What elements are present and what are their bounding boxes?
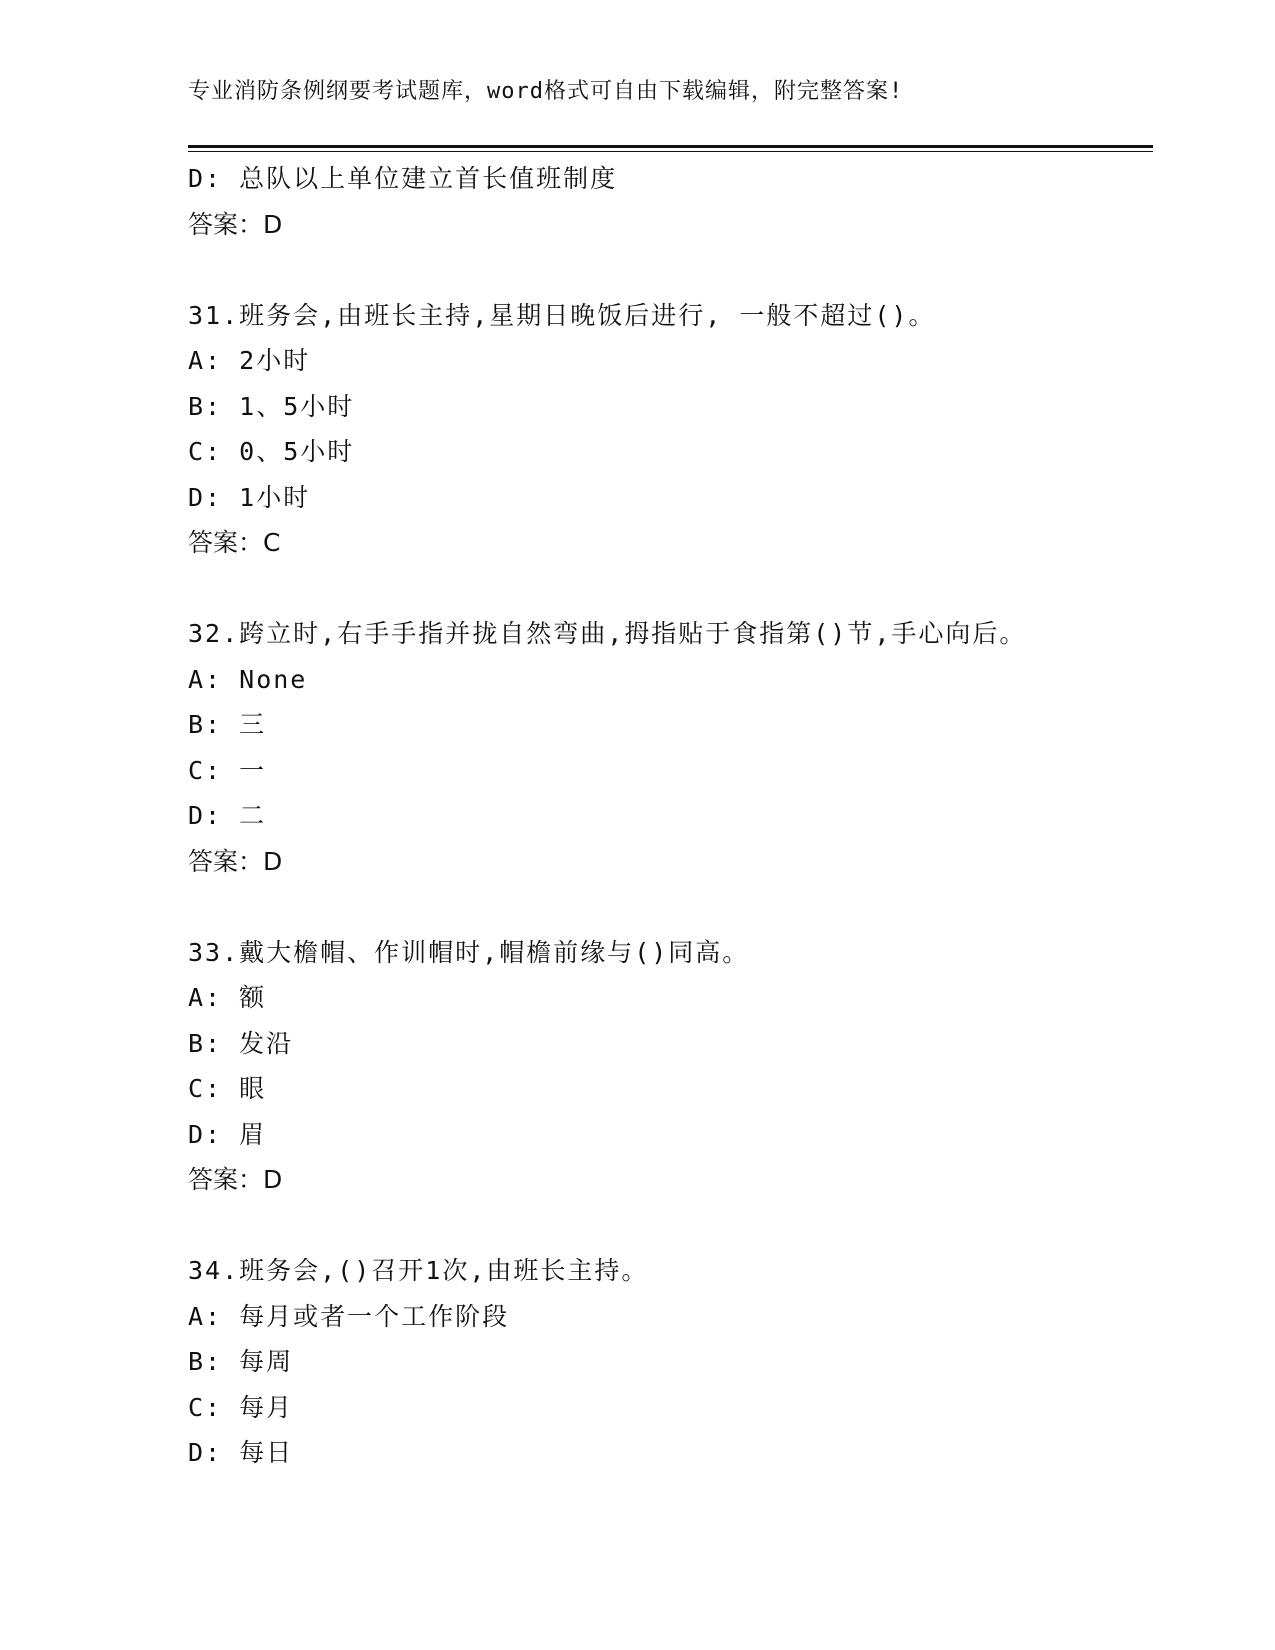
answer-line: 答案：D [188,846,283,876]
option-c: C: 每月 [188,1392,294,1422]
option-d: D: 每日 [188,1438,294,1467]
option-a: A: 每月或者一个工作阶段 [188,1301,510,1331]
option-a: A: 额 [188,983,267,1012]
option-c: C: 一 [188,755,267,785]
spacer [188,566,1153,612]
option-d: D: 1小时 [188,482,311,512]
answer-line: 答案：C [188,528,281,557]
question-block-34 [188,1248,1153,1476]
option-b: B: 发沿 [188,1028,294,1058]
option-c: C: 0、5小时 [188,437,355,466]
document-body [188,156,1153,1476]
answer-line: 答案：D [188,209,283,239]
option-b: B: 1、5小时 [188,391,355,421]
question-stem: 33.戴大檐帽、作训帽时,帽檐前缘与()同高。 [188,937,750,967]
option-c: C: 眼 [188,1074,267,1103]
header-rule-thick [188,145,1153,148]
spacer [188,884,1153,930]
question-block-33 [188,930,1153,1203]
page-header: 专业消防条例纲要考试题库，word格式可自由下载编辑，附完整答案! [188,79,904,104]
header-rule-thin [188,151,1153,152]
question-block-31 [188,293,1153,566]
answer-line: 答案：D [188,1165,283,1194]
question-stem: 34.班务会,()召开1次,由班长主持。 [188,1256,649,1285]
question-stem: 31.班务会,由班长主持,星期日晚饭后进行, 一般不超过()。 [188,300,936,330]
spacer [188,1203,1153,1249]
question-stem: 32.跨立时,右手手指并拢自然弯曲,拇指贴于食指第()节,手心向后。 [188,619,1027,648]
option-d: D: 二 [188,801,267,830]
question-block-32 [188,611,1153,884]
option-a: A: 2小时 [188,346,311,375]
spacer [188,247,1153,293]
option-d: D: 总队以上单位建立首长值班制度 [188,164,618,193]
option-b: B: 三 [188,710,267,739]
option-b: B: 每周 [188,1347,294,1376]
option-d: D: 眉 [188,1119,267,1149]
option-a: A: None [188,664,308,694]
